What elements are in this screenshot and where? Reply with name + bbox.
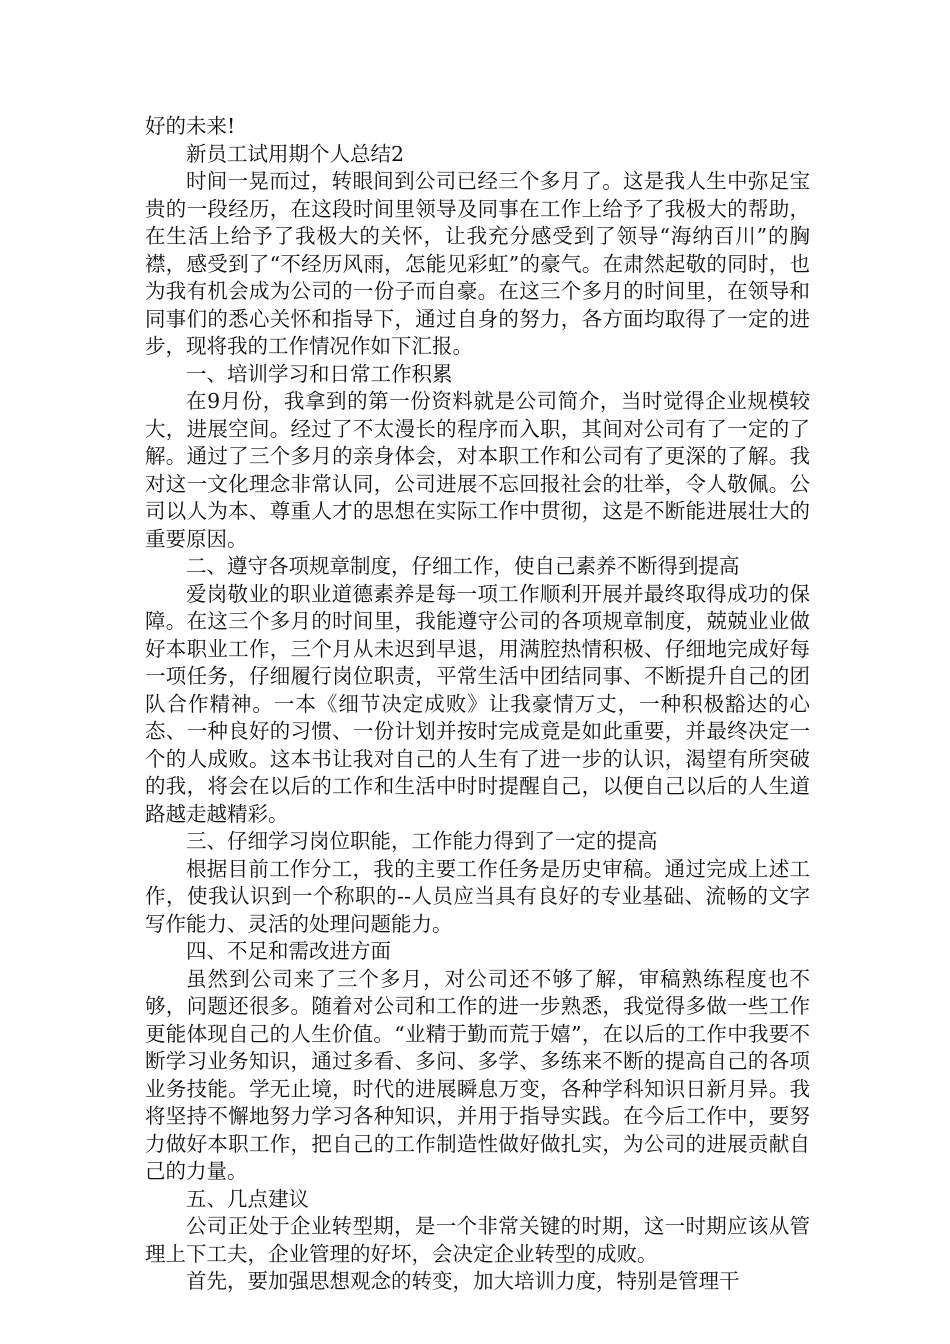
section-heading-3: 三、仔细学习岗位职能，工作能力得到了一定的提高: [186, 829, 658, 853]
paragraph-section-5b: 首先，要加强思想观念的转变，加大培训力度，特别是管理干: [186, 1269, 740, 1293]
section-heading-5: 五、几点建议: [186, 1186, 309, 1211]
document-body: [145, 113, 810, 1296]
paragraph-section-5a: 公司正处于企业转型期，是一个非常关键的时期，这一时期应该从管理上下工夫，企业管理的好坏，会决定企业转型的成败。: [145, 1214, 810, 1266]
paragraph-section-2: 爱岗敬业的职业道德素养是每一项工作顺利开展并最终取得成功的保障。在这三个多月的时间里，我能遵守公司的各项规章制度，兢兢业业做好本职业工作，三个月从未迟到早退，用满腔热情积极、仔细地完成好每一项任务，仔细履行岗位职责，平常生活中团结同事、不断提升自己的团队合作精神。一本《细节决定成败》让我豪情万丈，一种积极豁达的心态、一种良好的习惯、一份计划并按时完成竟是如此重要，并最终决定一个的人成败。这本书让我对自己的人生有了进一步的认识，渴望有所突破的我，将会在以后的工作和生活中时时提醒自己，以便自己以后的人生道路越走越精彩。: [145, 581, 810, 826]
paragraph-section-1: 在9月份，我拿到的第一份资料就是公司简介，当时觉得企业规模较大，进展空间。经过了不太漫长的程序而入职，其间对公司有了一定的了解。通过了三个多月的亲身体会，对本职工作和公司有了更深的了解。我对这一文化理念非常认同，公司进展不忘回报社会的壮举，令人敬佩。公司以人为本、尊重人才的思想在实际工作中贯彻，这是不断能进展壮大的重要原因。: [145, 389, 810, 551]
paragraph-continuation: 好的未来!: [145, 114, 236, 138]
section-heading-4: 四、不足和需改进方面: [186, 939, 391, 963]
section-heading-1: 一、培训学习和日常工作积累: [186, 361, 453, 386]
paragraph-section-4: 虽然到公司来了三个多月，对公司还不够了解，审稿熟练程度也不够，问题还很多。随着对公司和工作的进一步熟悉，我觉得多做一些工作更能体现自己的人生价值。“业精于勤而荒于嬉”，在以后的工作中我要不断学习业务知识，通过多看、多问、多学、多练来不断的提高自己的各项业务技能。学无止境，时代的进展瞬息万变，各种学科知识日新月异。我将坚持不懈地努力学习各种知识，并用于指导实践。在今后工作中，要努力做好本职工作，把自己的工作制造性做好做扎实，为公司的进展贡献自己的力量。: [145, 966, 810, 1183]
section-heading-2: 二、遵守各项规章制度，仔细工作，使自己素养不断得到提高: [186, 554, 740, 578]
paragraph-section-3: 根据目前工作分工，我的主要工作任务是历史审稿。通过完成上述工作，使我认识到一个称职的--人员应当具有良好的专业基础、流畅的文字写作能力、灵活的处理问题能力。: [145, 856, 810, 936]
paragraph-intro: 时间一晃而过，转眼间到公司已经三个多月了。这是我人生中弥足宝贵的一段经历，在这段时间里领导及同事在工作上给予了我极大的帮助，在生活上给予了我极大的关怀，让我充分感受到了领导“海纳百川”的胸襟，感受到了“不经历风雨，怎能见彩虹”的豪气。在肃然起敬的同时，也为我有机会成为公司的一份子而自豪。在这三个多月的时间里，在领导和同事们的悉心关怀和指导下，通过自身的努力，各方面均取得了一定的进步，现将我的工作情况作如下汇报。: [145, 169, 810, 358]
document-title: 新员工试用期个人总结2: [186, 141, 405, 166]
